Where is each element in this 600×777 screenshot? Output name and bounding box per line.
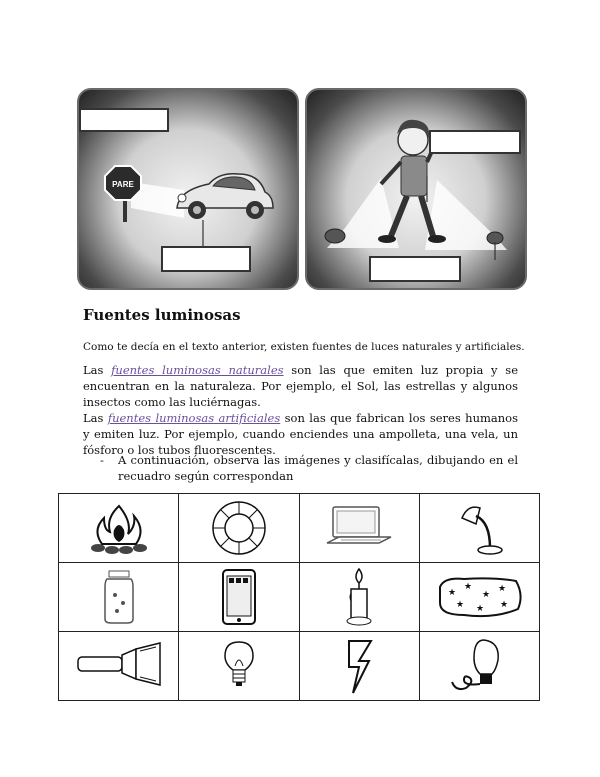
svg-text:★: ★ [476, 604, 485, 614]
stop-sign-text: PARE [112, 180, 134, 189]
instruction-dash: - [100, 453, 104, 467]
term-natural: fuentes luminosas naturales [111, 363, 284, 377]
laptop-icon [319, 503, 399, 553]
answer-box-bottom-right[interactable] [369, 256, 461, 282]
grid-cell[interactable] [419, 494, 539, 563]
grid-cell[interactable] [179, 494, 299, 563]
desk-lamp-icon [454, 498, 504, 558]
svg-text:★: ★ [456, 600, 465, 610]
answer-box-top-right[interactable] [429, 130, 521, 154]
answer-box-top-left[interactable] [79, 108, 169, 132]
intro-text: Como te decía en el texto anterior, existen fuentes de luces naturales y artificiales. [83, 341, 525, 353]
svg-text:★: ★ [500, 600, 509, 610]
light-bulb-icon [219, 638, 259, 694]
svg-text:★: ★ [482, 590, 491, 600]
p1-rest: son las que emiten luz propia y se encuentran en la naturaleza. Por ejemplo, el Sol, las estrellas y algunos insectos como las luciérnagas. [83, 363, 519, 409]
grid-cell[interactable] [299, 563, 419, 632]
sun-icon [209, 498, 269, 558]
starry-sky-icon [434, 575, 524, 619]
grid-cell[interactable] [59, 632, 179, 701]
grid-cell[interactable] [179, 632, 299, 701]
p2-prefix: Las [83, 411, 108, 425]
grid-cell[interactable] [419, 563, 539, 632]
grid-cell[interactable] [299, 632, 419, 701]
svg-text:★: ★ [498, 584, 507, 594]
grid-cell[interactable] [59, 563, 179, 632]
tablet-icon [219, 568, 259, 626]
instruction [100, 452, 518, 484]
grid-cell[interactable] [299, 494, 419, 563]
campfire-icon [84, 500, 154, 556]
grid-cell[interactable] [419, 632, 539, 701]
term-artificial: fuentes luminosas artificiales [107, 411, 281, 425]
definition-paragraph [83, 362, 518, 458]
section-title: Fuentes luminosas [83, 306, 241, 324]
car-illustration-panel [77, 88, 299, 290]
p2-rest: son las que fabrican los seres humanos y emiten luz. Por ejemplo, cuando enciendes una ampolleta, una vela, un fósforo o los tubos fluorescentes. [83, 411, 518, 457]
christmas-light-icon [444, 638, 514, 694]
lightning-icon [339, 637, 379, 695]
grid-cell[interactable] [59, 494, 179, 563]
firefly-jar-icon [99, 567, 139, 627]
classification-grid [58, 493, 540, 701]
instruction-text: A continuación, observa las imágenes y clasifícalas, dibujando en el recuadro según correspondan [118, 453, 518, 483]
svg-text:★: ★ [464, 582, 473, 592]
flashlight-icon [74, 641, 164, 691]
answer-box-bottom-left[interactable] [161, 246, 251, 272]
grid-cell[interactable] [179, 563, 299, 632]
stage-illustration-panel [305, 88, 527, 290]
p1-prefix: Las [83, 363, 112, 377]
candle-icon [339, 567, 379, 627]
svg-text:★: ★ [448, 588, 457, 598]
